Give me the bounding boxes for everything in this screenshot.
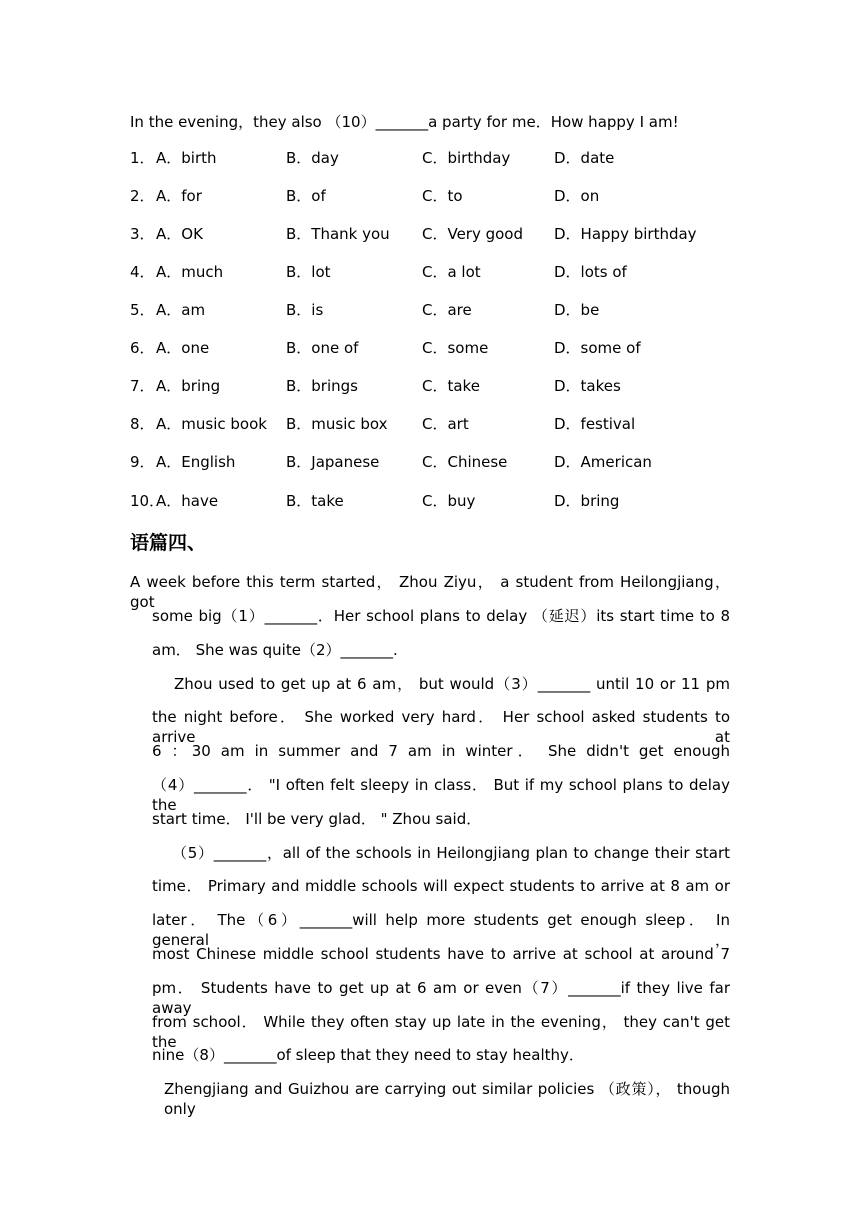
passage-line: A week before this term started， Zhou Ziyu， a student from Heilongjiang， got — [130, 573, 730, 611]
question-number: 8． — [130, 415, 155, 433]
option-a: A．for — [156, 187, 202, 205]
passage-line: from school． While they often stay up late in the evening， they can't get the — [152, 1013, 730, 1051]
option-d: D．be — [554, 301, 600, 319]
option-row — [130, 452, 750, 472]
passage-line: （5）_______，all of the schools in Heilongjiang plan to change their start — [172, 844, 730, 862]
option-d: D．lots of — [554, 263, 627, 281]
passage-line: the night before． She worked very hard． Her school asked students to arrive at — [152, 708, 730, 746]
option-d: D．some of — [554, 339, 641, 357]
passage-line: （4）_______． "I often felt sleepy in class． But if my school plans to delay the — [152, 776, 730, 814]
passage-line: later． The（6）_______will help more students get enough sleep． In general， — [152, 911, 730, 949]
option-c: C．are — [422, 301, 472, 319]
option-c: C．to — [422, 187, 463, 205]
question-number: 3． — [130, 225, 155, 243]
passage-line: most Chinese middle school students have to arrive at school at around 7 — [152, 945, 730, 963]
option-a: A．music book — [156, 415, 267, 433]
passage-line: nine（8）_______of sleep that they need to stay healthy． — [152, 1046, 584, 1064]
option-row — [130, 262, 750, 282]
option-c: C．birthday — [422, 149, 511, 167]
option-b: B．take — [286, 492, 344, 510]
option-c: C．a lot — [422, 263, 481, 281]
option-d: D．festival — [554, 415, 636, 433]
option-c: C．Chinese — [422, 453, 508, 471]
option-d: D．on — [554, 187, 600, 205]
passage-line: pm． Students have to get up at 6 am or even（7）_______if they live far away — [152, 979, 730, 1017]
option-row — [130, 338, 750, 358]
option-c: C．art — [422, 415, 469, 433]
option-row — [130, 148, 750, 168]
option-a: A．OK — [156, 225, 203, 243]
passage-line: start time． I'll be very glad． " Zhou said． — [152, 810, 482, 828]
option-c: C．take — [422, 377, 480, 395]
option-row — [130, 186, 750, 206]
question-number: 6． — [130, 339, 155, 357]
option-a: A．much — [156, 263, 224, 281]
option-row — [130, 414, 750, 434]
option-d: D．American — [554, 453, 652, 471]
option-c: C．Very good — [422, 225, 524, 243]
option-b: B．brings — [286, 377, 358, 395]
option-d: D．date — [554, 149, 615, 167]
question-number: 2． — [130, 187, 155, 205]
option-a: A．bring — [156, 377, 221, 395]
question-number: 7． — [130, 377, 155, 395]
option-b: B．one of — [286, 339, 359, 357]
question-number: 1． — [130, 149, 155, 167]
option-a: A．English — [156, 453, 236, 471]
option-d: D．takes — [554, 377, 621, 395]
question-number: 5． — [130, 301, 155, 319]
option-b: B．of — [286, 187, 326, 205]
question-number: 4． — [130, 263, 155, 281]
option-d: D．bring — [554, 492, 620, 510]
option-a: A．am — [156, 301, 206, 319]
option-b: B．Thank you — [286, 225, 390, 243]
option-c: C．some — [422, 339, 489, 357]
option-row — [130, 491, 750, 511]
section-heading: 语篇四、 — [130, 532, 207, 554]
question-number: 10． — [130, 492, 165, 510]
option-a: A．birth — [156, 149, 217, 167]
intro-line: In the evening，they also （10）_______a party for me．How happy I am! — [130, 113, 679, 131]
option-d: D．Happy birthday — [554, 225, 697, 243]
option-b: B．lot — [286, 263, 331, 281]
option-row — [130, 224, 750, 244]
passage-line: Zhengjiang and Guizhou are carrying out similar policies （政策）， though only — [164, 1080, 730, 1118]
passage-line: Zhou used to get up at 6 am， but would（3）_______ until 10 or 11 pm — [174, 675, 730, 693]
option-a: A．have — [156, 492, 219, 510]
passage-line: time． Primary and middle schools will expect students to arrive at 8 am or — [152, 877, 730, 895]
option-b: B．music box — [286, 415, 388, 433]
option-b: B．day — [286, 149, 339, 167]
passage-line: am． She was quite（2）_______. — [152, 641, 398, 659]
passage-line: some big（1）_______．Her school plans to delay （延迟）its start time to 8 — [152, 607, 730, 625]
option-row — [130, 300, 750, 320]
passage-line: 6 ：30 am in summer and 7 am in winter． She didn't get enough — [152, 742, 730, 760]
option-b: B．Japanese — [286, 453, 380, 471]
option-c: C．buy — [422, 492, 476, 510]
option-row — [130, 376, 750, 396]
question-number: 9． — [130, 453, 155, 471]
option-a: A．one — [156, 339, 210, 357]
option-b: B．is — [286, 301, 324, 319]
